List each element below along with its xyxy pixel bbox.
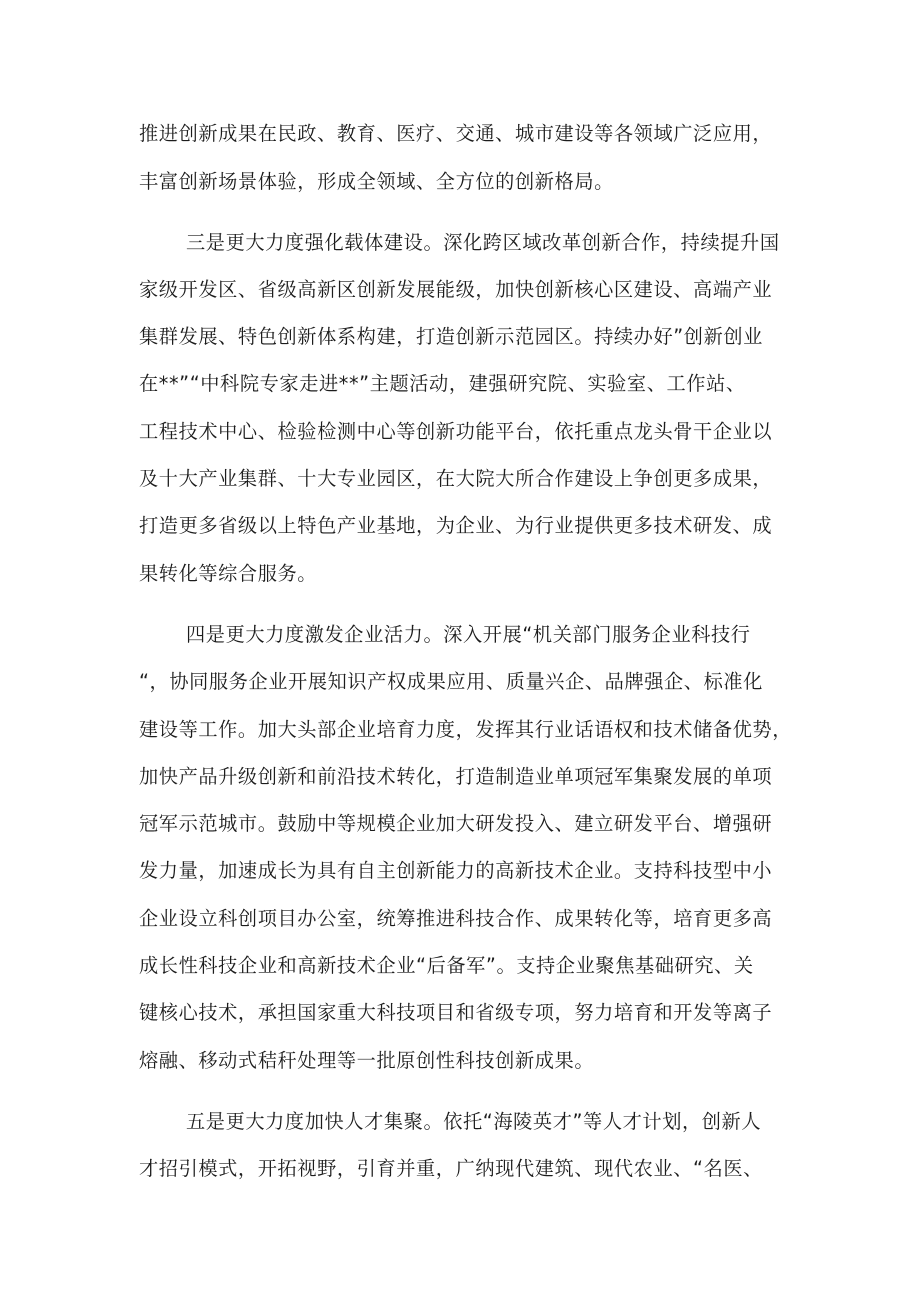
text-line: 集群发展、特色创新体系构建，打造创新示范园区。持续办好”创新创业 (139, 325, 763, 348)
text-line: 及十大产业集群、十大专业园区，在大院大所合作建设上争创更多成果， (139, 467, 773, 490)
text-line: 企业设立科创项目办公室，统筹推进科技合作、成果转化等，培育更多高 (139, 907, 773, 930)
text-line: 才招引模式，开拓视野，引育并重，广纳现代建筑、现代农业、“名医、 (139, 1157, 763, 1180)
text-line: 成长性科技企业和高新技术企业“后备军”。支持企业聚焦基础研究、关 (139, 954, 754, 977)
text-line: 发力量，加速成长为具有自主创新能力的高新技术企业。支持科技型中小 (139, 859, 773, 882)
text-line: 熔融、移动式秸秆处理等一批原创性科技创新成果。 (139, 1049, 595, 1072)
text-line: 工程技术中心、检验检测中心等创新功能平台，依托重点龙头骨干企业以 (139, 420, 773, 443)
text-line: “，协同服务企业开展知识产权成果应用、质量兴企、品牌强企、标准化 (139, 670, 763, 693)
text-line: 家级开发区、省级高新区创新发展能级，加快创新核心区建设、高端产业 (139, 278, 773, 301)
text-line: 果转化等综合服务。 (139, 562, 318, 585)
paragraph-start-line: 三是更大力度强化载体建设。深化跨区域改革创新合作，持续提升国 (186, 231, 780, 254)
text-line: 推进创新成果在民政、教育、医疗、交通、城市建设等各领域广泛应用， (139, 122, 773, 145)
text-line: 加快产品升级创新和前沿技术转化，打造制造业单项冠军集聚发展的单项 (139, 765, 773, 788)
paragraph-start-line: 四是更大力度激发企业活力。深入开展“机关部门服务企业科技行 (186, 623, 751, 646)
paragraph-start-line: 五是更大力度加快人才集聚。依托“海陵英才”等人才计划，创新人 (186, 1110, 762, 1133)
text-line: 在**”“中科院专家走进**”主题活动，建强研究院、实验室、工作站、 (139, 372, 746, 395)
text-line: 打造更多省级以上特色产业基地，为企业、为行业提供更多技术研发、成 (139, 514, 773, 537)
text-line: 丰富创新场景体验，形成全领域、全方位的创新格局。 (139, 170, 614, 193)
text-line: 键核心技术，承担国家重大科技项目和省级专项，努力培育和开发等离子 (139, 1001, 773, 1024)
text-line: 建设等工作。加大头部企业培育力度，发挥其行业话语权和技术储备优势， (139, 718, 792, 741)
text-line: 冠军示范城市。鼓励中等规模企业加大研发投入、建立研发平台、增强研 (139, 812, 773, 835)
